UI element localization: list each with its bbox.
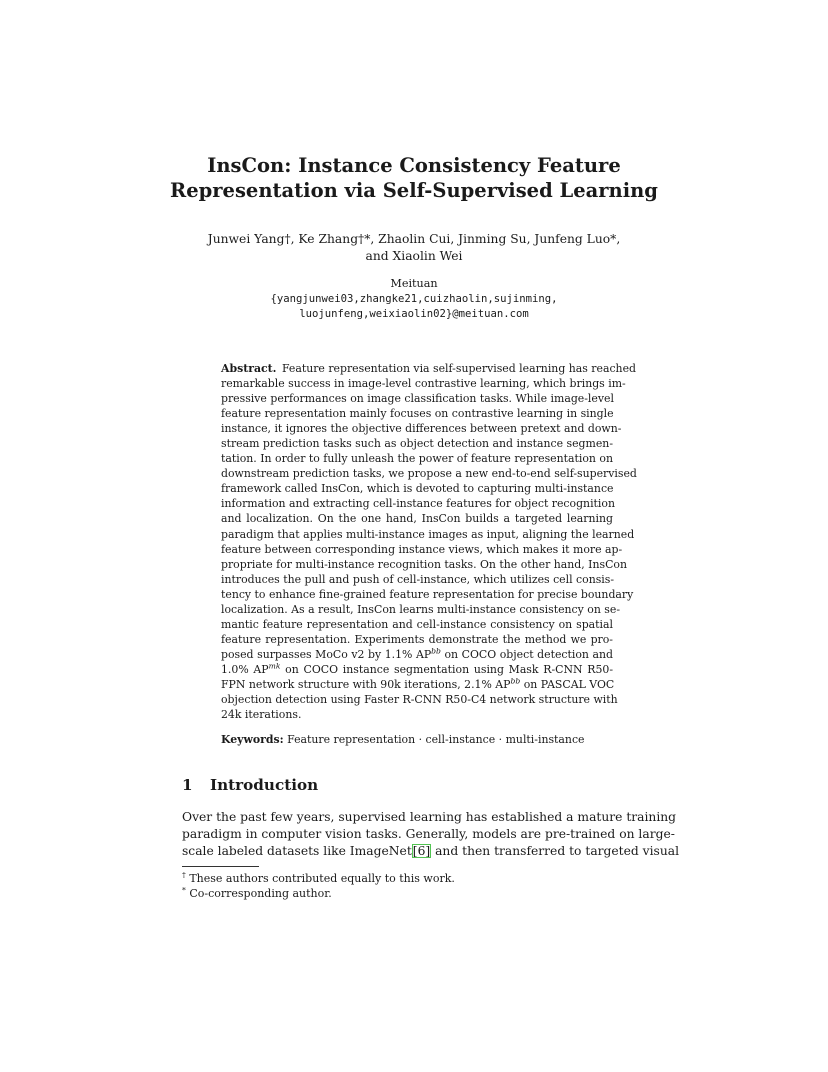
abstract-line: downstream prediction tasks, we propose a new end-to-end self-supervised [221,467,637,481]
email-line-2: luojunfeng,weixiaolin02}@meituan.com [299,308,529,320]
footnote-2-mark: * [182,885,186,895]
footnote-1-text: These authors contributed equally to this work. [189,872,455,885]
abstract-line: feature representation. Experiments demonstrate the method we pro- [221,632,613,646]
authors-line-2: and Xiaolin Wei [365,249,463,263]
footnote-rule [182,866,259,867]
abstract-line: stream prediction tasks such as object detection and instance segmen- [221,437,613,451]
abstract-line: tation. In order to fully unleash the power of feature representation on [221,452,613,466]
keywords [221,732,621,747]
abstract-line: localization. As a result, InsCon learns multi-instance consistency on se- [221,602,621,616]
intro-line-3 [182,843,680,860]
intro-line-3-pre: scale labeled datasets like ImageNet [182,843,412,858]
abstract-line: 24k iterations. [221,708,302,722]
footnote-1-mark: † [182,870,186,880]
abstract-line: feature between corresponding instance views, which makes it more ap- [221,542,623,556]
affiliation-org: Meituan [390,277,438,290]
keywords-text: Feature representation · cell-instance · multi-instance [287,733,585,746]
affiliation [0,276,828,323]
section-heading [182,775,652,795]
abstract-line: 1.0% $AP^{mk}$ on COCO instance segmentation using Mask R-CNN R50- [221,661,613,676]
abstract-line: FPN network structure with 90k iterations, 2.1% $AP^{bb}$ on PASCAL VOC [221,676,615,691]
abstract-line: introduces the pull and push of cell-instance, which utilizes cell consis- [221,572,615,586]
title-line-1: InsCon: Instance Consistency Feature [207,154,621,177]
authors-line-1: Junwei Yang†, Ke Zhang†*, Zhaolin Cui, Jinming Su, Junfeng Luo*, [207,232,621,246]
abstract-line: paradigm that applies multi-instance images as input, aligning the learned [221,527,635,541]
email-line-1: {yangjunwei03,zhangke21,cuizhaolin,sujinming, [270,292,558,305]
section-number: 1 [182,776,193,794]
abstract [221,361,637,722]
citation-link[interactable]: [6] [412,843,431,858]
abstract-line: and localization. On the one hand, InsCon builds a targeted learning [221,512,613,526]
footnote-1 [182,871,652,886]
abstract-line: posed surpasses MoCo v2 by 1.1% $AP^{bb}$ on COCO object detection and [221,646,613,661]
abstract-line: Abstract. Feature representation via self-supervised learning has reached [221,362,636,375]
paper-title [0,153,828,203]
footnotes [182,871,652,901]
intro-paragraph [182,809,680,859]
intro-line-1: Over the past few years, supervised learning has established a mature training [182,810,677,824]
abstract-line: instance, it ignores the objective differences between pretext and down- [221,422,622,436]
author-list [0,231,828,265]
section-title: Introduction [210,776,319,794]
abstract-line: framework called InsCon, which is devoted to capturing multi-instance [221,482,614,496]
intro-line-2: paradigm in computer vision tasks. Generally, models are pre-trained on large- [182,826,675,841]
abstract-line: remarkable success in image-level contrastive learning, which brings im- [221,377,626,391]
abstract-line: feature representation mainly focuses on contrastive learning in single [221,407,614,421]
title-line-2: Representation via Self-Supervised Learning [170,179,658,202]
abstract-label: Abstract. [221,362,277,375]
abstract-line: pressive performances on image classification tasks. While image-level [221,392,614,406]
abstract-line: tency to enhance fine-grained feature representation for precise boundary [221,587,634,601]
abstract-line: information and extracting cell-instance features for object recognition [221,497,615,511]
abstract-line: mantic feature representation and cell-instance consistency on spatial [221,617,613,631]
intro-line-3-post: and then transferred to targeted visual [431,843,680,858]
footnote-2 [182,886,652,901]
keywords-label: Keywords: [221,733,284,746]
abstract-line: propriate for multi-instance recognition tasks. On the other hand, InsCon [221,557,627,571]
footnote-2-text: Co-corresponding author. [189,887,332,900]
abstract-line: objection detection using Faster R-CNN R50-C4 network structure with [221,693,618,707]
